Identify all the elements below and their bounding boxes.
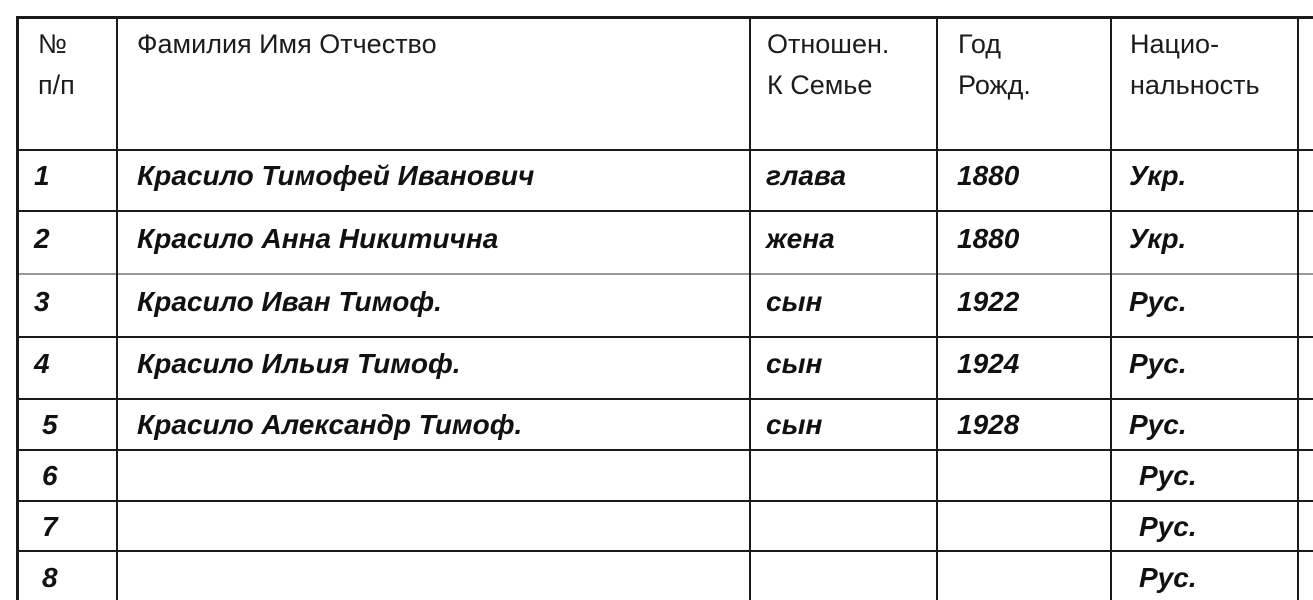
row-3-relation: сын (766, 286, 823, 317)
table-border-left (16, 16, 19, 600)
table-border-top (16, 16, 1313, 19)
row-7-number: 7 (42, 511, 58, 542)
header-number: № п/п (38, 29, 75, 100)
row-5-relation: сын (766, 409, 823, 440)
row-7-nationality: Рус. (1139, 511, 1197, 542)
row-2-nationality: Укр. (1129, 223, 1187, 254)
column-separator (1297, 16, 1299, 600)
row-8-nationality: Рус. (1139, 562, 1197, 593)
header-full-name: Фамилия Имя Отчество (137, 29, 437, 59)
row-2-relation: жена (766, 223, 835, 254)
row-4-number: 4 (34, 348, 50, 379)
row-separator (16, 398, 1313, 400)
header-birth-year: Год Рожд. (958, 29, 1031, 100)
row-3-name: Красило Иван Тимоф. (137, 286, 442, 317)
row-4-year: 1924 (957, 348, 1020, 379)
column-separator (936, 16, 938, 600)
row-6-number: 6 (42, 460, 58, 491)
row-3-number: 3 (34, 286, 50, 317)
header-relation: Отношен. К Семье (767, 29, 890, 100)
row-4-relation: сын (766, 348, 823, 379)
row-2-number: 2 (34, 223, 50, 254)
row-5-nationality: Рус. (1129, 409, 1187, 440)
row-1-year: 1880 (957, 160, 1020, 191)
row-6-nationality: Рус. (1139, 460, 1197, 491)
row-1-name: Красило Тимофей Иванович (137, 160, 535, 191)
column-separator (749, 16, 751, 600)
header-nationality: Нацио- нальность (1130, 29, 1260, 100)
row-8-number: 8 (42, 562, 58, 593)
row-1-number: 1 (34, 160, 50, 191)
row-separator (16, 500, 1313, 502)
row-separator (16, 273, 1313, 275)
row-2-year: 1880 (957, 223, 1020, 254)
row-separator (16, 550, 1313, 552)
row-4-name: Красило Ильия Тимоф. (137, 348, 461, 379)
row-separator (16, 210, 1313, 212)
row-5-number: 5 (42, 409, 58, 440)
row-3-nationality: Рус. (1129, 286, 1187, 317)
row-5-name: Красило Александр Тимоф. (137, 409, 523, 440)
row-separator (16, 336, 1313, 338)
row-2-name: Красило Анна Никитична (137, 223, 499, 254)
header-separator (16, 149, 1313, 151)
column-separator (116, 16, 118, 600)
row-1-nationality: Укр. (1129, 160, 1187, 191)
row-4-nationality: Рус. (1129, 348, 1187, 379)
column-separator (1110, 16, 1112, 600)
row-separator (16, 449, 1313, 451)
row-3-year: 1922 (957, 286, 1020, 317)
row-1-relation: глава (766, 160, 847, 191)
row-5-year: 1928 (957, 409, 1020, 440)
